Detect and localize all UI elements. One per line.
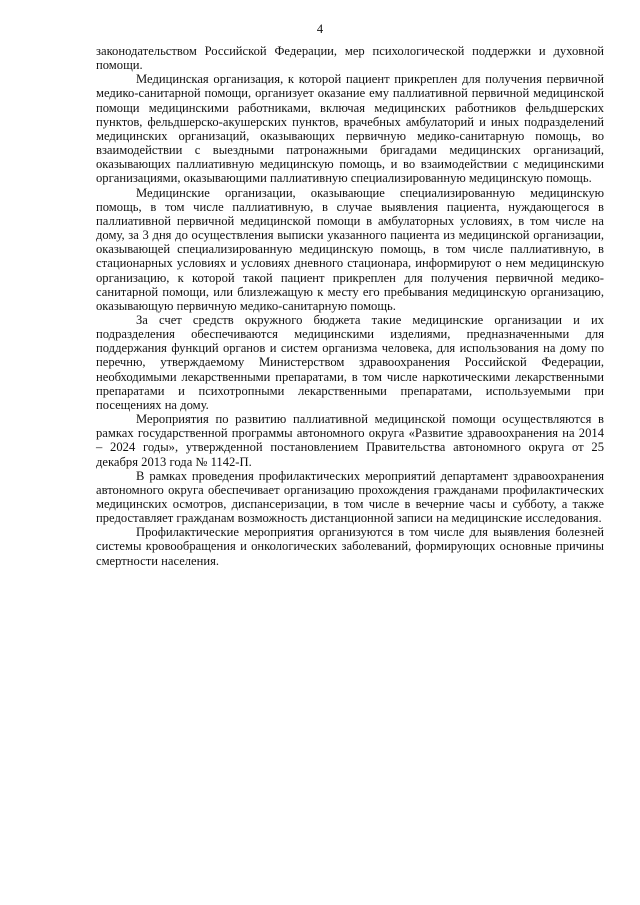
paragraph-district-budget: За счет средств окружного бюджета такие медицинские организации и их подразделения обеспечиваются медицинскими изделиями, предназначенными для поддержания функций органов и систем организма человека, для использования на дому по перечню, утверждаемому Министерством здравоохранения Российской Федерации, необходимыми лекарственными препаратами, в том числе наркотическими лекарственными препаратами и психотропными лекарственными препаратами, используемыми при посещениях на дому. — [96, 312, 604, 412]
paragraph-primary-care-organization: Медицинская организация, к которой пациент прикреплен для получения первичной медико-санитарной помощи, организует оказание ему паллиативной первичной медицинской помощи медицинскими работниками, включая медицинских работников фельдшерских пунктов, фельдшерско-акушерских пунктов, врачебных амбулаторий и иных подразделений медицинских организаций, оказывающих первичную медико-санитарную помощь, во взаимодействии с выездными патронажными бригадами медицинских организаций, оказывающих паллиативную медицинскую помощь, и во взаимодействии с медицинскими организациями, оказывающими паллиативную специализированную медицинскую помощь. — [96, 72, 604, 186]
paragraph-continuation: законодательством Российской Федерации, мер психологической поддержки и духовной помощи. — [96, 44, 604, 73]
paragraph-development-program: Мероприятия по развитию паллиативной медицинской помощи осуществляются в рамках государственной программы автономного округа «Развитие здравоохранения на 2014 – 2024 годы», утвержденной постановлением Правительства автономного округа от 25 декабря 2013 года № 1142-П. — [96, 412, 604, 469]
paragraph-preventive-purpose: Профилактические мероприятия организуются в том числе для выявления болезней системы кровообращения и онкологических заболеваний, формирующих основные причины смертности населения. — [96, 525, 604, 568]
paragraph-preventive-measures: В рамках проведения профилактических мероприятий департамент здравоохранения автономного округа обеспечивает организацию прохождения гражданами профилактических медицинских осмотров, диспансеризации, в том числе в вечерние часы и субботу, а также предоставляет гражданам возможность дистанционной записи на медицинские исследования. — [96, 468, 604, 526]
page-number: 4 — [316, 22, 324, 36]
document-body — [96, 44, 604, 568]
paragraph-specialized-care: Медицинские организации, оказывающие специализированную медицинскую помощь, в том числе паллиативную, в случае выявления пациента, нуждающегося в паллиативной первичной медицинской помощи в амбулаторных условиях, в том числе на дому, за 3 дня до осуществления выписки указанного пациента из медицинской организации, оказывающей специализированную медицинскую помощь, в том числе паллиативную, в стационарных условиях и условиях дневного стационара, информируют о нем медицинскую организацию, к которой такой пациент прикреплен для получения первичной медико-санитарной помощи, или близлежащую к месту его пребывания медицинскую организацию, оказывающую первичную медико-санитарную помощь. — [96, 185, 604, 313]
